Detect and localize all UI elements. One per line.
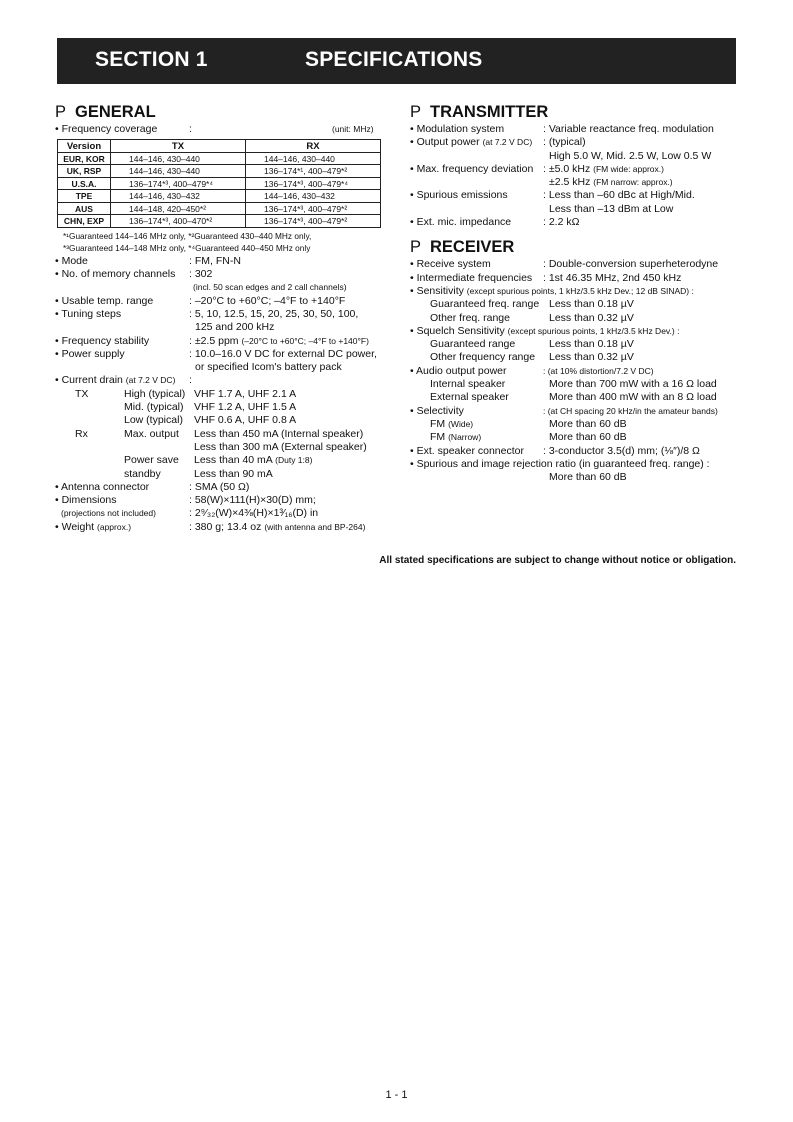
- bullet-marker-icon: P: [410, 103, 422, 121]
- spec-row-dimensions-in: (projections not included) : 2⁹⁄₃₂(W)×4⅜(H)×1³⁄₁₆(D) in: [61, 507, 319, 520]
- spec-row-selectivity: • Selectivity : (at CH spacing 20 kHz/in the amateur bands): [410, 404, 718, 417]
- spec-row-drain: • Current drain (at 7.2 V DC) :: [55, 374, 192, 387]
- spec-row-stability: • Frequency stability : ±2.5 ppm (–20°C to +60°C; –4°F to +140°F): [55, 334, 369, 347]
- spec-row-power: • Power supply : 10.0–16.0 V DC for external DC power,: [55, 347, 377, 360]
- drain-rx-max: Rx Max. output Less than 450 mA (Internal speaker): [75, 427, 364, 440]
- page-number: 1 - 1: [385, 1089, 408, 1101]
- spec-row-power-cont: or specified Icom's battery pack: [195, 361, 342, 374]
- table-footnote: *¹Guaranteed 144–146 MHz only, *²Guaranteed 430–440 MHz only,: [63, 230, 312, 241]
- spec-row-antenna: • Antenna connector : SMA (50 Ω): [55, 480, 250, 493]
- spec-row-output-power-cont: High 5.0 W, Mid. 2.5 W, Low 0.5 W: [549, 149, 712, 162]
- audio-external: External speaker More than 400 mW with an 8 Ω load: [430, 391, 717, 404]
- spec-row-if: • Intermediate frequencies : 1st 46.35 MHz, 2nd 450 kHz: [410, 271, 682, 284]
- spec-row-weight: • Weight (approx.) : 380 g; 13.4 oz (with antenna and BP-264): [55, 520, 366, 533]
- audio-internal: Internal speaker More than 700 mW with a 16 Ω load: [430, 378, 717, 391]
- spec-row-memory-sub: (incl. 50 scan edges and 2 call channels): [193, 282, 347, 293]
- transmitter-heading: P TRANSMITTER: [410, 103, 549, 121]
- frequency-table: [57, 139, 381, 228]
- general-heading: P GENERAL: [55, 103, 156, 121]
- sensitivity-other: Other freq. range Less than 0.32 µV: [430, 311, 634, 324]
- spec-row-steps: • Tuning steps : 5, 10, 12.5, 15, 20, 25, 30, 50, 100,: [55, 307, 359, 320]
- spec-row-mode: • Mode : FM, FN-N: [55, 254, 241, 267]
- disclaimer-note: All stated specifications are subject to change without notice or obligation.: [379, 555, 736, 566]
- drain-tx-mid: Mid. (typical) VHF 1.2 A, UHF 1.5 A: [124, 401, 297, 414]
- sensitivity-guaranteed: Guaranteed freq. range Less than 0.18 µV: [430, 298, 634, 311]
- section-label: SECTION 1: [95, 48, 208, 71]
- spec-row-modulation: • Modulation system : Variable reactance freq. modulation: [410, 123, 714, 135]
- drain-rx-standby: standby Less than 90 mA: [124, 467, 273, 480]
- section-banner: [57, 38, 736, 84]
- spec-row-receive-system: • Receive system : Double-conversion superheterodyne: [410, 258, 719, 271]
- spec-row-mic: • Ext. mic. impedance : 2.2 kΩ: [410, 216, 580, 229]
- drain-tx-high: TX High (typical) VHF 1.7 A, UHF 2.1 A: [75, 387, 297, 400]
- bullet-marker-icon: P: [410, 238, 422, 257]
- spec-row-spurious: • Spurious emissions : Less than –60 dBc at High/Mid.: [410, 189, 695, 202]
- frequency-coverage-row: • Frequency coverage : (unit: MHz): [55, 123, 374, 135]
- drain-rx-max-cont: Less than 300 mA (External speaker): [194, 440, 367, 453]
- spec-row-squelch: • Squelch Sensitivity (except spurious points, 1 kHz/3.5 kHz Dev.) :: [410, 324, 680, 337]
- spec-row-deviation-cont: ±2.5 kHz (FM narrow: approx.): [549, 176, 673, 189]
- squelch-guaranteed: Guaranteed range Less than 0.18 µV: [430, 338, 634, 351]
- spec-row-image-rejection: • Spurious and image rejection ratio (in guaranteed freq. range) :: [410, 457, 710, 470]
- transmitter-section: [410, 102, 740, 484]
- drain-tx-low: Low (typical) VHF 0.6 A, UHF 0.8 A: [124, 414, 297, 427]
- table-row: EUR, KOR 144–146, 430–440 144–146, 430–440: [58, 152, 381, 165]
- spec-row-spurious-cont: Less than –13 dBm at Low: [549, 202, 674, 215]
- table-row: CHN, EXP 136–174*³, 400–470*² 136–174*³, 400–479*²: [58, 215, 381, 228]
- table-row: U.S.A. 136–174*³, 400–479*⁴ 136–174*³, 400–479*⁴: [58, 177, 381, 190]
- selectivity-wide: FM (Wide) More than 60 dB: [430, 417, 627, 430]
- selectivity-narrow: FM (Narrow) More than 60 dB: [430, 431, 627, 444]
- spec-row-dimensions: • Dimensions : 58(W)×111(H)×30(D) mm;: [55, 494, 316, 507]
- receiver-heading: P RECEIVER: [410, 238, 515, 257]
- table-row: AUS 144–148, 420–450*² 136–174*³, 400–479*²: [58, 202, 381, 215]
- spec-row-temp: • Usable temp. range : –20°C to +60°C; –4°F to +140°F: [55, 294, 346, 307]
- spec-row-steps-cont: 125 and 200 kHz: [195, 321, 275, 334]
- table-header-row: Version TX RX: [58, 140, 381, 153]
- general-section: [55, 102, 385, 534]
- page-title: SPECIFICATIONS: [305, 48, 483, 71]
- image-rejection-value: More than 60 dB: [549, 471, 627, 484]
- spec-row-sensitivity: • Sensitivity (except spurious points, 1 kHz/3.5 kHz Dev.; 12 dB SINAD) :: [410, 284, 694, 297]
- bullet-marker-icon: P: [55, 103, 67, 121]
- squelch-other: Other frequency range Less than 0.32 µV: [430, 351, 634, 364]
- spec-row-audio: • Audio output power : (at 10% distortion/7.2 V DC): [410, 364, 654, 377]
- table-footnote: *³Guaranteed 144–148 MHz only, *⁴Guaranteed 440–450 MHz only: [63, 243, 311, 254]
- spec-row-output-power: • Output power (at 7.2 V DC) : (typical): [410, 136, 586, 149]
- drain-rx-save: Power save Less than 40 mA (Duty 1:8): [124, 454, 313, 467]
- spec-row-memory: • No. of memory channels : 302: [55, 268, 213, 281]
- spec-row-deviation: • Max. frequency deviation : ±5.0 kHz (FM wide: approx.): [410, 162, 664, 175]
- spec-row-speaker-connector: • Ext. speaker connector : 3-conductor 3.5(d) mm; (⅛″)/8 Ω: [410, 444, 700, 457]
- table-row: UK, RSP 144–146, 430–440 136–174*¹, 400–479*²: [58, 165, 381, 178]
- table-row: TPE 144–146, 430–432 144–146, 430–432: [58, 190, 381, 203]
